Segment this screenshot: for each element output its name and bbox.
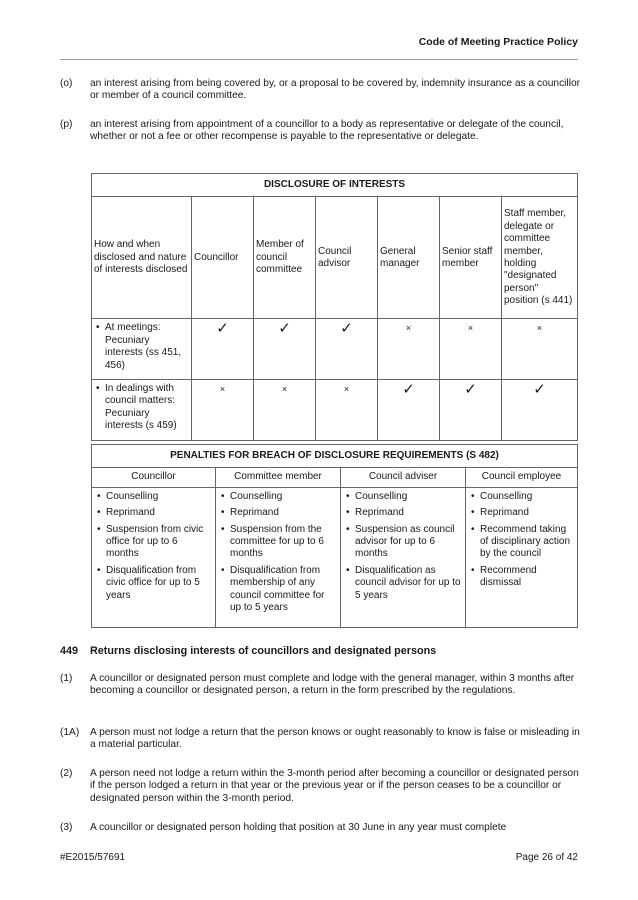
clause-text: an interest arising from being covered by, or a proposal to be covered by, indemnity insurance as a councillor or member of a council committee. <box>90 78 581 102</box>
penalty-item: • Reprimand <box>480 507 574 519</box>
disclosure-table-title: DISCLOSURE OF INTERESTS <box>92 174 578 197</box>
clause-p <box>60 119 580 144</box>
clause-label: (3) <box>60 822 73 833</box>
mark-cell: ✓ <box>192 319 254 380</box>
document-id: #E2015/57691 <box>60 852 126 863</box>
penalties-table <box>91 444 578 628</box>
mark-cell: ✓ <box>502 380 578 441</box>
clause-text: A councillor or designated person holding that position at 30 June in any year must complete <box>90 822 507 833</box>
disclosure-row-label: • In dealings with council matters: Pecuniary interests (s 459) <box>105 383 189 433</box>
disclosure-header-general-manager: General manager <box>378 197 440 319</box>
mark-cell: × <box>192 380 254 441</box>
penalty-item: • Suspension as council advisor for up to 6 months <box>355 524 462 561</box>
mark-cell: × <box>378 319 440 380</box>
clause-label: (o) <box>60 78 73 89</box>
mark-cell: × <box>254 380 316 441</box>
clause-text: A councillor or designated person must complete and lodge with the general manager, within 3 months after becoming a councillor or designated person, a return in the form prescribed by the regulations. <box>90 673 575 697</box>
penalty-item: • Disqualification as council advisor for up to 5 years <box>355 565 462 602</box>
mark-cell: ✓ <box>440 380 502 441</box>
clause-text: A person need not lodge a return within the 3-month period after becoming a councillor or designated person if the person lodged a return in that year or the previous year or if the person ceases to be a councillor or designated person within the 3-month period. <box>90 768 579 804</box>
penalty-item: • Reprimand <box>230 507 337 519</box>
section-heading <box>60 645 436 657</box>
page-header: Code of Meeting Practice Policy <box>60 36 578 60</box>
penalty-item: • Counselling <box>480 491 574 503</box>
clause-label: (2) <box>60 768 73 779</box>
mark-cell: ✓ <box>254 319 316 380</box>
clause-text: A person must not lodge a return that the person knows or ought reasonably to know is false or misleading in a material particular. <box>90 727 580 751</box>
penalty-item: • Recommend taking of disciplinary action by the council <box>480 524 574 561</box>
penalty-item: • Reprimand <box>355 507 462 519</box>
clause-label: (p) <box>60 119 73 130</box>
mark-cell: ✓ <box>378 380 440 441</box>
penalties-header-council-adviser: Council adviser <box>341 468 466 487</box>
disclosure-header-councillor: Councillor <box>192 197 254 319</box>
page-footer <box>60 852 578 864</box>
penalty-item: • Suspension from civic office for up to 6 months <box>106 524 212 561</box>
disclosure-row-label: • At meetings: Pecuniary interests (ss 451, 456) <box>105 322 189 372</box>
disclosure-header-senior-staff: Senior staff member <box>440 197 502 319</box>
page-number: Page 26 of 42 <box>515 852 578 863</box>
penalty-item: • Counselling <box>355 491 462 503</box>
penalty-item: • Counselling <box>106 491 212 503</box>
clause-label: (1) <box>60 673 73 684</box>
clause-text: an interest arising from appointment of a councillor to a body as representative or delegate of the council, whether or not a fee or other recompense is payable to the representative or delegate. <box>90 119 564 143</box>
penalty-item: • Recommend dismissal <box>480 565 574 590</box>
penalties-table-title: PENALTIES FOR BREACH OF DISCLOSURE REQUIREMENTS (S 482) <box>92 445 578 468</box>
disclosure-row-dealings <box>92 380 578 441</box>
section-title: Returns disclosing interests of councillors and designated persons <box>90 645 437 657</box>
disclosure-header-nature: How and when disclosed and nature of interests disclosed <box>92 197 192 319</box>
penalty-item: • Suspension from the committee for up to 6 months <box>230 524 337 561</box>
mark-cell: ✓ <box>316 319 378 380</box>
disclosure-header-designated-person: Staff member, delegate or committee member, holding "designated person" position (s 441) <box>502 197 578 319</box>
clause-3 <box>60 822 580 834</box>
mark-cell: × <box>316 380 378 441</box>
disclosure-header-committee-member: Member of council committee <box>254 197 316 319</box>
clause-label: (1A) <box>60 727 80 738</box>
mark-cell: × <box>440 319 502 380</box>
penalty-item: • Counselling <box>230 491 337 503</box>
section-number: 449 <box>60 645 79 657</box>
penalty-item: • Disqualification from civic office for up to 5 years <box>106 565 212 602</box>
clause-o <box>60 78 580 103</box>
penalty-item: • Disqualification from membership of any council committee for up to 5 years <box>230 565 337 615</box>
clause-1 <box>60 673 580 698</box>
clause-2 <box>60 768 580 805</box>
penalties-header-committee-member: Committee member <box>216 468 341 487</box>
disclosure-header-council-advisor: Council advisor <box>316 197 378 319</box>
penalty-item: • Reprimand <box>106 507 212 519</box>
disclosure-table <box>91 173 578 441</box>
clause-1a <box>60 727 580 752</box>
penalties-header-council-employee: Council employee <box>466 468 578 487</box>
disclosure-row-meetings <box>92 319 578 380</box>
mark-cell: × <box>502 319 578 380</box>
penalties-header-councillor: Councillor <box>92 468 216 487</box>
